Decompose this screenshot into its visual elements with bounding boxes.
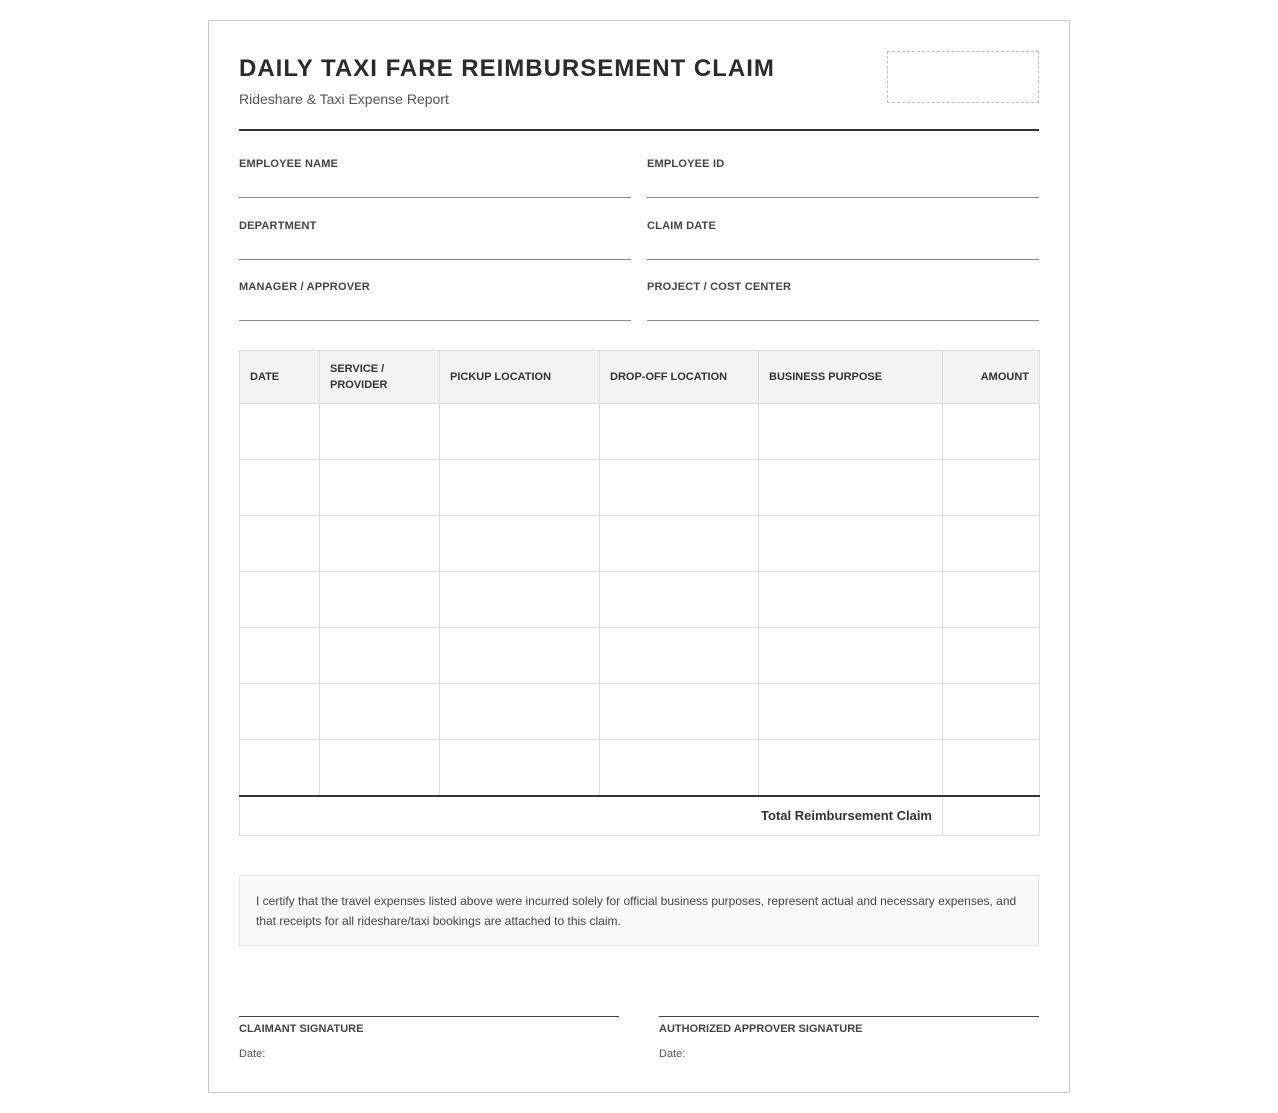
manager-approver-field[interactable]	[239, 271, 631, 321]
approver-date-label: Date:	[659, 1048, 686, 1060]
pickup-cell[interactable]	[440, 684, 600, 740]
service-cell[interactable]	[320, 460, 440, 516]
claimant-signature-label: CLAIMANT SIGNATURE	[239, 1023, 364, 1035]
service-cell[interactable]	[320, 684, 440, 740]
purpose-cell[interactable]	[759, 740, 943, 796]
date-cell[interactable]	[240, 460, 320, 516]
dropoff-cell[interactable]	[600, 516, 759, 572]
date-cell[interactable]	[240, 404, 320, 460]
dropoff-cell[interactable]	[600, 740, 759, 796]
department-label: DEPARTMENT	[239, 220, 317, 232]
table-row	[240, 572, 1040, 628]
dropoff-cell[interactable]	[600, 572, 759, 628]
claimant-date-label: Date:	[239, 1048, 266, 1060]
amount-cell[interactable]	[943, 684, 1040, 740]
service-cell[interactable]	[320, 628, 440, 684]
employee-name-label: EMPLOYEE NAME	[239, 158, 339, 170]
certification-statement: I certify that the travel expenses listed above were incurred solely for official business purposes, represent actual and necessary expenses, and that receipts for all rideshare/taxi bookings are attached to this claim.	[239, 875, 1039, 946]
column-header-dropoff-location: DROP-OFF LOCATION	[600, 351, 759, 404]
table-row	[240, 740, 1040, 796]
approver-signature-line[interactable]	[659, 1016, 1039, 1060]
dropoff-cell[interactable]	[600, 460, 759, 516]
pickup-cell[interactable]	[440, 404, 600, 460]
amount-cell[interactable]	[943, 404, 1040, 460]
pickup-cell[interactable]	[440, 740, 600, 796]
claim-date-label: CLAIM DATE	[647, 220, 717, 232]
total-label: Total Reimbursement Claim	[240, 796, 943, 836]
purpose-cell[interactable]	[759, 572, 943, 628]
employee-id-field[interactable]	[647, 148, 1039, 198]
logo-placeholder	[887, 51, 1039, 103]
table-row	[240, 404, 1040, 460]
table-row	[240, 628, 1040, 684]
table-header-row	[240, 351, 1040, 404]
department-field[interactable]	[239, 210, 631, 260]
column-header-pickup-location: PICKUP LOCATION	[440, 351, 600, 404]
service-cell[interactable]	[320, 740, 440, 796]
project-cost-center-label: PROJECT / COST CENTER	[647, 281, 792, 293]
purpose-cell[interactable]	[759, 404, 943, 460]
dropoff-cell[interactable]	[600, 628, 759, 684]
pickup-cell[interactable]	[440, 460, 600, 516]
purpose-cell[interactable]	[759, 460, 943, 516]
service-cell[interactable]	[320, 404, 440, 460]
form-title: DAILY TAXI FARE REIMBURSEMENT CLAIM	[239, 55, 775, 82]
purpose-cell[interactable]	[759, 684, 943, 740]
employee-id-label: EMPLOYEE ID	[647, 158, 725, 170]
date-cell[interactable]	[240, 516, 320, 572]
date-cell[interactable]	[240, 572, 320, 628]
table-row	[240, 684, 1040, 740]
approver-signature-label: AUTHORIZED APPROVER SIGNATURE	[659, 1023, 863, 1035]
column-header-date: DATE	[240, 351, 320, 404]
project-cost-center-field[interactable]	[647, 271, 1039, 321]
total-row	[240, 796, 1040, 836]
date-cell[interactable]	[240, 628, 320, 684]
employee-name-field[interactable]	[239, 148, 631, 198]
pickup-cell[interactable]	[440, 572, 600, 628]
table-row	[240, 516, 1040, 572]
column-header-business-purpose: BUSINESS PURPOSE	[759, 351, 943, 404]
amount-cell[interactable]	[943, 628, 1040, 684]
pickup-cell[interactable]	[440, 628, 600, 684]
amount-cell[interactable]	[943, 516, 1040, 572]
claimant-signature-line[interactable]	[239, 1016, 619, 1060]
service-cell[interactable]	[320, 572, 440, 628]
column-header-amount: AMOUNT	[943, 351, 1040, 404]
amount-cell[interactable]	[943, 572, 1040, 628]
column-header-service-provider: SERVICE / PROVIDER	[320, 351, 440, 404]
claim-date-field[interactable]	[647, 210, 1039, 260]
form-subtitle: Rideshare & Taxi Expense Report	[239, 91, 449, 107]
header-divider	[239, 129, 1039, 131]
purpose-cell[interactable]	[759, 516, 943, 572]
date-cell[interactable]	[240, 740, 320, 796]
dropoff-cell[interactable]	[600, 404, 759, 460]
amount-cell[interactable]	[943, 460, 1040, 516]
manager-approver-label: MANAGER / APPROVER	[239, 281, 370, 293]
date-cell[interactable]	[240, 684, 320, 740]
purpose-cell[interactable]	[759, 628, 943, 684]
amount-cell[interactable]	[943, 740, 1040, 796]
total-amount-cell[interactable]	[943, 796, 1040, 836]
pickup-cell[interactable]	[440, 516, 600, 572]
claim-form-sheet	[208, 20, 1070, 1093]
table-row	[240, 460, 1040, 516]
dropoff-cell[interactable]	[600, 684, 759, 740]
expense-table	[239, 350, 1040, 836]
service-cell[interactable]	[320, 516, 440, 572]
